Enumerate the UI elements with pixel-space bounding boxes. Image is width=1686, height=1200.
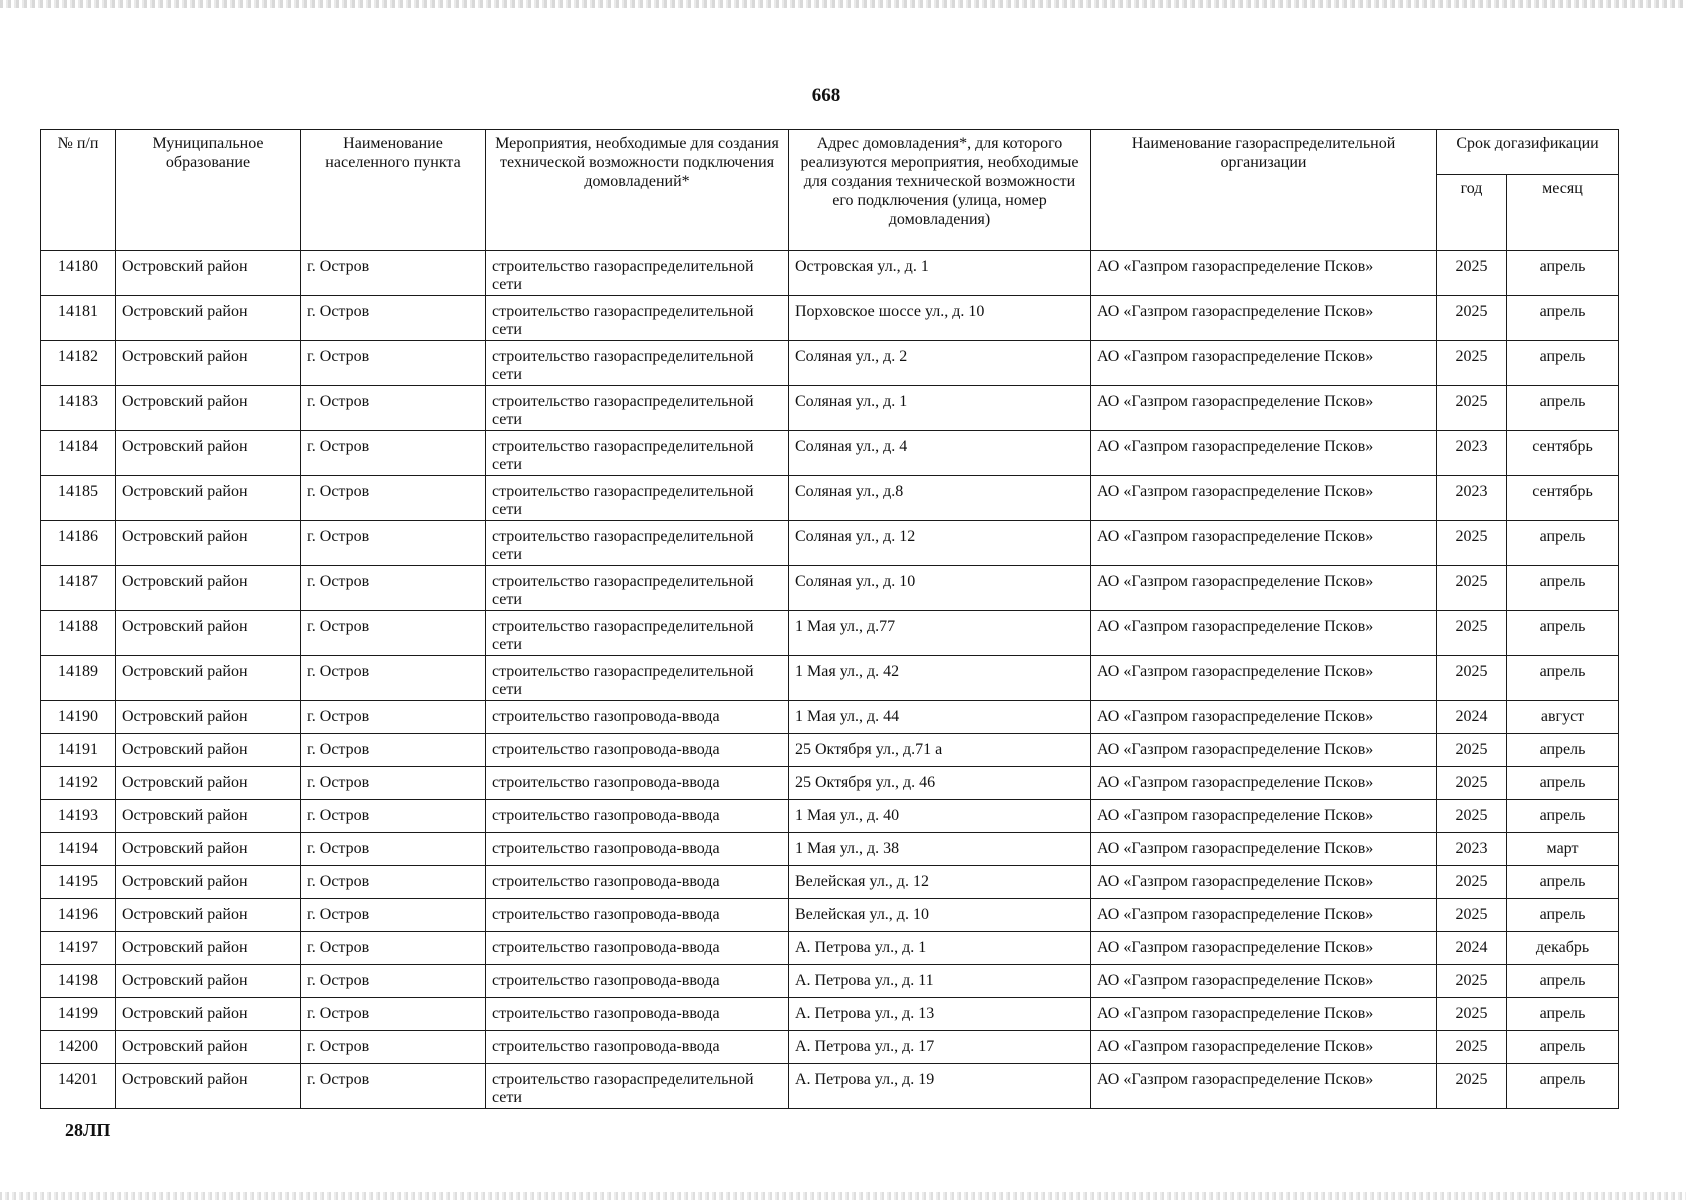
measure-cell: строительство газопровода-ввода bbox=[486, 767, 789, 800]
month-cell: апрель bbox=[1507, 521, 1619, 566]
month-cell: апрель bbox=[1507, 800, 1619, 833]
year-cell: 2023 bbox=[1437, 476, 1507, 521]
address-cell: Соляная ул., д.8 bbox=[789, 476, 1091, 521]
settlement-cell: г. Остров bbox=[301, 833, 486, 866]
municipality-cell: Островский район bbox=[116, 251, 301, 296]
settlement-cell: г. Остров bbox=[301, 1064, 486, 1109]
municipality-cell: Островский район bbox=[116, 701, 301, 734]
year-cell: 2025 bbox=[1437, 998, 1507, 1031]
month-cell: апрель bbox=[1507, 566, 1619, 611]
municipality-cell: Островский район bbox=[116, 1031, 301, 1064]
header-month: месяц bbox=[1507, 175, 1619, 251]
measure-cell: строительство газораспределительной сети bbox=[486, 386, 789, 431]
settlement-cell: г. Остров bbox=[301, 701, 486, 734]
row-number: 14188 bbox=[41, 611, 116, 656]
header-num: № п/п bbox=[41, 130, 116, 251]
measure-cell: строительство газораспределительной сети bbox=[486, 656, 789, 701]
settlement-cell: г. Остров bbox=[301, 965, 486, 998]
year-cell: 2025 bbox=[1437, 386, 1507, 431]
measure-cell: строительство газопровода-ввода bbox=[486, 701, 789, 734]
settlement-cell: г. Остров bbox=[301, 566, 486, 611]
table-row bbox=[41, 566, 1619, 611]
measure-cell: строительство газопровода-ввода bbox=[486, 1031, 789, 1064]
settlement-cell: г. Остров bbox=[301, 800, 486, 833]
municipality-cell: Островский район bbox=[116, 611, 301, 656]
table-row bbox=[41, 998, 1619, 1031]
scan-edge-top bbox=[0, 0, 1686, 8]
month-cell: апрель bbox=[1507, 611, 1619, 656]
row-number: 14186 bbox=[41, 521, 116, 566]
address-cell: Соляная ул., д. 10 bbox=[789, 566, 1091, 611]
year-cell: 2025 bbox=[1437, 296, 1507, 341]
organization-cell: АО «Газпром газораспределение Псков» bbox=[1091, 476, 1437, 521]
address-cell: А. Петрова ул., д. 17 bbox=[789, 1031, 1091, 1064]
organization-cell: АО «Газпром газораспределение Псков» bbox=[1091, 521, 1437, 566]
organization-cell: АО «Газпром газораспределение Псков» bbox=[1091, 386, 1437, 431]
municipality-cell: Островский район bbox=[116, 965, 301, 998]
settlement-cell: г. Остров bbox=[301, 341, 486, 386]
year-cell: 2025 bbox=[1437, 767, 1507, 800]
month-cell: август bbox=[1507, 701, 1619, 734]
page-number: 668 bbox=[811, 85, 841, 106]
header-municipality: Муниципальное образование bbox=[116, 130, 301, 251]
row-number: 14200 bbox=[41, 1031, 116, 1064]
table-row bbox=[41, 341, 1619, 386]
year-cell: 2025 bbox=[1437, 734, 1507, 767]
year-cell: 2025 bbox=[1437, 866, 1507, 899]
month-cell: апрель bbox=[1507, 965, 1619, 998]
address-cell: Соляная ул., д. 4 bbox=[789, 431, 1091, 476]
table-row bbox=[41, 386, 1619, 431]
measure-cell: строительство газопровода-ввода bbox=[486, 932, 789, 965]
organization-cell: АО «Газпром газораспределение Псков» bbox=[1091, 656, 1437, 701]
row-number: 14197 bbox=[41, 932, 116, 965]
municipality-cell: Островский район bbox=[116, 341, 301, 386]
table-row bbox=[41, 476, 1619, 521]
year-cell: 2025 bbox=[1437, 1031, 1507, 1064]
settlement-cell: г. Остров bbox=[301, 431, 486, 476]
address-cell: 1 Мая ул., д. 44 bbox=[789, 701, 1091, 734]
month-cell: апрель bbox=[1507, 899, 1619, 932]
organization-cell: АО «Газпром газораспределение Псков» bbox=[1091, 998, 1437, 1031]
municipality-cell: Островский район bbox=[116, 734, 301, 767]
organization-cell: АО «Газпром газораспределение Псков» bbox=[1091, 251, 1437, 296]
municipality-cell: Островский район bbox=[116, 800, 301, 833]
year-cell: 2025 bbox=[1437, 251, 1507, 296]
row-number: 14193 bbox=[41, 800, 116, 833]
table-row bbox=[41, 611, 1619, 656]
organization-cell: АО «Газпром газораспределение Псков» bbox=[1091, 431, 1437, 476]
year-cell: 2025 bbox=[1437, 1064, 1507, 1109]
table-row bbox=[41, 734, 1619, 767]
header-settlement: Наименование населенного пункта bbox=[301, 130, 486, 251]
year-cell: 2025 bbox=[1437, 800, 1507, 833]
table-body bbox=[41, 251, 1619, 1109]
municipality-cell: Островский район bbox=[116, 296, 301, 341]
month-cell: март bbox=[1507, 833, 1619, 866]
municipality-cell: Островский район bbox=[116, 476, 301, 521]
row-number: 14196 bbox=[41, 899, 116, 932]
header-year: год bbox=[1437, 175, 1507, 251]
month-cell: апрель bbox=[1507, 1064, 1619, 1109]
row-number: 14187 bbox=[41, 566, 116, 611]
month-cell: апрель bbox=[1507, 386, 1619, 431]
year-cell: 2025 bbox=[1437, 611, 1507, 656]
row-number: 14185 bbox=[41, 476, 116, 521]
row-number: 14191 bbox=[41, 734, 116, 767]
settlement-cell: г. Остров bbox=[301, 521, 486, 566]
year-cell: 2025 bbox=[1437, 656, 1507, 701]
row-number: 14195 bbox=[41, 866, 116, 899]
header-organization: Наименование газораспределительной организации bbox=[1091, 130, 1437, 251]
municipality-cell: Островский район bbox=[116, 767, 301, 800]
table-row bbox=[41, 800, 1619, 833]
address-cell: Велейская ул., д. 10 bbox=[789, 899, 1091, 932]
settlement-cell: г. Остров bbox=[301, 932, 486, 965]
table-row bbox=[41, 521, 1619, 566]
row-number: 14190 bbox=[41, 701, 116, 734]
row-number: 14180 bbox=[41, 251, 116, 296]
month-cell: апрель bbox=[1507, 251, 1619, 296]
row-number: 14189 bbox=[41, 656, 116, 701]
table-row bbox=[41, 251, 1619, 296]
settlement-cell: г. Остров bbox=[301, 998, 486, 1031]
table-row bbox=[41, 767, 1619, 800]
year-cell: 2025 bbox=[1437, 341, 1507, 386]
settlement-cell: г. Остров bbox=[301, 899, 486, 932]
settlement-cell: г. Остров bbox=[301, 767, 486, 800]
measure-cell: строительство газораспределительной сети bbox=[486, 341, 789, 386]
organization-cell: АО «Газпром газораспределение Псков» bbox=[1091, 767, 1437, 800]
month-cell: апрель bbox=[1507, 767, 1619, 800]
address-cell: Велейская ул., д. 12 bbox=[789, 866, 1091, 899]
organization-cell: АО «Газпром газораспределение Псков» bbox=[1091, 899, 1437, 932]
address-cell: 1 Мая ул., д. 38 bbox=[789, 833, 1091, 866]
table-row bbox=[41, 899, 1619, 932]
organization-cell: АО «Газпром газораспределение Псков» bbox=[1091, 611, 1437, 656]
organization-cell: АО «Газпром газораспределение Псков» bbox=[1091, 1064, 1437, 1109]
settlement-cell: г. Остров bbox=[301, 1031, 486, 1064]
header-measures: Мероприятия, необходимые для создания технической возможности подключения домовладений* bbox=[486, 130, 789, 251]
table-row bbox=[41, 701, 1619, 734]
measure-cell: строительство газопровода-ввода bbox=[486, 965, 789, 998]
header-deadline: Срок догазификации bbox=[1437, 130, 1619, 175]
month-cell: апрель bbox=[1507, 866, 1619, 899]
municipality-cell: Островский район bbox=[116, 386, 301, 431]
measure-cell: строительство газопровода-ввода bbox=[486, 800, 789, 833]
month-cell: сентябрь bbox=[1507, 476, 1619, 521]
month-cell: апрель bbox=[1507, 296, 1619, 341]
address-cell: 1 Мая ул., д. 42 bbox=[789, 656, 1091, 701]
measure-cell: строительство газораспределительной сети bbox=[486, 251, 789, 296]
measure-cell: строительство газопровода-ввода bbox=[486, 866, 789, 899]
municipality-cell: Островский район bbox=[116, 998, 301, 1031]
month-cell: апрель bbox=[1507, 998, 1619, 1031]
organization-cell: АО «Газпром газораспределение Псков» bbox=[1091, 800, 1437, 833]
measure-cell: строительство газораспределительной сети bbox=[486, 296, 789, 341]
municipality-cell: Островский район bbox=[116, 899, 301, 932]
measure-cell: строительство газопровода-ввода bbox=[486, 899, 789, 932]
settlement-cell: г. Остров bbox=[301, 251, 486, 296]
year-cell: 2025 bbox=[1437, 899, 1507, 932]
measure-cell: строительство газопровода-ввода bbox=[486, 734, 789, 767]
table-row bbox=[41, 866, 1619, 899]
row-number: 14201 bbox=[41, 1064, 116, 1109]
organization-cell: АО «Газпром газораспределение Псков» bbox=[1091, 566, 1437, 611]
organization-cell: АО «Газпром газораспределение Псков» bbox=[1091, 341, 1437, 386]
table-row bbox=[41, 833, 1619, 866]
address-cell: 1 Мая ул., д.77 bbox=[789, 611, 1091, 656]
municipality-cell: Островский район bbox=[116, 1064, 301, 1109]
municipality-cell: Островский район bbox=[116, 656, 301, 701]
month-cell: апрель bbox=[1507, 656, 1619, 701]
header-address: Адрес домовладения*, для которого реализуются мероприятия, необходимые для создания технической возможности его подключения (улица, номер домовладения) bbox=[789, 130, 1091, 251]
year-cell: 2023 bbox=[1437, 833, 1507, 866]
row-number: 14194 bbox=[41, 833, 116, 866]
row-number: 14181 bbox=[41, 296, 116, 341]
year-cell: 2023 bbox=[1437, 431, 1507, 476]
measure-cell: строительство газораспределительной сети bbox=[486, 566, 789, 611]
month-cell: апрель bbox=[1507, 734, 1619, 767]
month-cell: апрель bbox=[1507, 341, 1619, 386]
settlement-cell: г. Остров bbox=[301, 296, 486, 341]
month-cell: апрель bbox=[1507, 1031, 1619, 1064]
address-cell: Соляная ул., д. 12 bbox=[789, 521, 1091, 566]
year-cell: 2025 bbox=[1437, 965, 1507, 998]
address-cell: Островская ул., д. 1 bbox=[789, 251, 1091, 296]
organization-cell: АО «Газпром газораспределение Псков» bbox=[1091, 965, 1437, 998]
organization-cell: АО «Газпром газораспределение Псков» bbox=[1091, 701, 1437, 734]
municipality-cell: Островский район bbox=[116, 932, 301, 965]
municipality-cell: Островский район bbox=[116, 866, 301, 899]
footer-code: 28ЛП bbox=[65, 1120, 111, 1140]
municipality-cell: Островский район bbox=[116, 521, 301, 566]
row-number: 14184 bbox=[41, 431, 116, 476]
measure-cell: строительство газораспределительной сети bbox=[486, 476, 789, 521]
measure-cell: строительство газораспределительной сети bbox=[486, 521, 789, 566]
year-cell: 2024 bbox=[1437, 701, 1507, 734]
table-row bbox=[41, 1064, 1619, 1109]
municipality-cell: Островский район bbox=[116, 566, 301, 611]
municipality-cell: Островский район bbox=[116, 833, 301, 866]
table-row bbox=[41, 965, 1619, 998]
organization-cell: АО «Газпром газораспределение Псков» bbox=[1091, 866, 1437, 899]
settlement-cell: г. Остров bbox=[301, 656, 486, 701]
organization-cell: АО «Газпром газораспределение Псков» bbox=[1091, 833, 1437, 866]
address-cell: А. Петрова ул., д. 1 bbox=[789, 932, 1091, 965]
table-row bbox=[41, 296, 1619, 341]
row-number: 14183 bbox=[41, 386, 116, 431]
month-cell: декабрь bbox=[1507, 932, 1619, 965]
table-row bbox=[41, 431, 1619, 476]
settlement-cell: г. Остров bbox=[301, 734, 486, 767]
organization-cell: АО «Газпром газораспределение Псков» bbox=[1091, 932, 1437, 965]
address-cell: А. Петрова ул., д. 11 bbox=[789, 965, 1091, 998]
row-number: 14198 bbox=[41, 965, 116, 998]
settlement-cell: г. Остров bbox=[301, 866, 486, 899]
gasification-table bbox=[40, 129, 1619, 1109]
address-cell: 1 Мая ул., д. 40 bbox=[789, 800, 1091, 833]
organization-cell: АО «Газпром газораспределение Псков» bbox=[1091, 734, 1437, 767]
settlement-cell: г. Остров bbox=[301, 611, 486, 656]
row-number: 14199 bbox=[41, 998, 116, 1031]
measure-cell: строительство газопровода-ввода bbox=[486, 998, 789, 1031]
settlement-cell: г. Остров bbox=[301, 386, 486, 431]
month-cell: сентябрь bbox=[1507, 431, 1619, 476]
measure-cell: строительство газораспределительной сети bbox=[486, 431, 789, 476]
address-cell: Порховское шоссе ул., д. 10 bbox=[789, 296, 1091, 341]
measure-cell: строительство газопровода-ввода bbox=[486, 833, 789, 866]
row-number: 14192 bbox=[41, 767, 116, 800]
measure-cell: строительство газораспределительной сети bbox=[486, 1064, 789, 1109]
table-row bbox=[41, 1031, 1619, 1064]
address-cell: А. Петрова ул., д. 13 bbox=[789, 998, 1091, 1031]
table-row bbox=[41, 656, 1619, 701]
address-cell: 25 Октября ул., д. 46 bbox=[789, 767, 1091, 800]
address-cell: Соляная ул., д. 2 bbox=[789, 341, 1091, 386]
year-cell: 2025 bbox=[1437, 521, 1507, 566]
address-cell: А. Петрова ул., д. 19 bbox=[789, 1064, 1091, 1109]
year-cell: 2024 bbox=[1437, 932, 1507, 965]
organization-cell: АО «Газпром газораспределение Псков» bbox=[1091, 1031, 1437, 1064]
address-cell: 25 Октября ул., д.71 а bbox=[789, 734, 1091, 767]
row-number: 14182 bbox=[41, 341, 116, 386]
table-row bbox=[41, 932, 1619, 965]
municipality-cell: Островский район bbox=[116, 431, 301, 476]
scan-edge-bottom bbox=[0, 1192, 1686, 1200]
address-cell: Соляная ул., д. 1 bbox=[789, 386, 1091, 431]
table-header bbox=[41, 130, 1619, 251]
settlement-cell: г. Остров bbox=[301, 476, 486, 521]
year-cell: 2025 bbox=[1437, 566, 1507, 611]
organization-cell: АО «Газпром газораспределение Псков» bbox=[1091, 296, 1437, 341]
measure-cell: строительство газораспределительной сети bbox=[486, 611, 789, 656]
